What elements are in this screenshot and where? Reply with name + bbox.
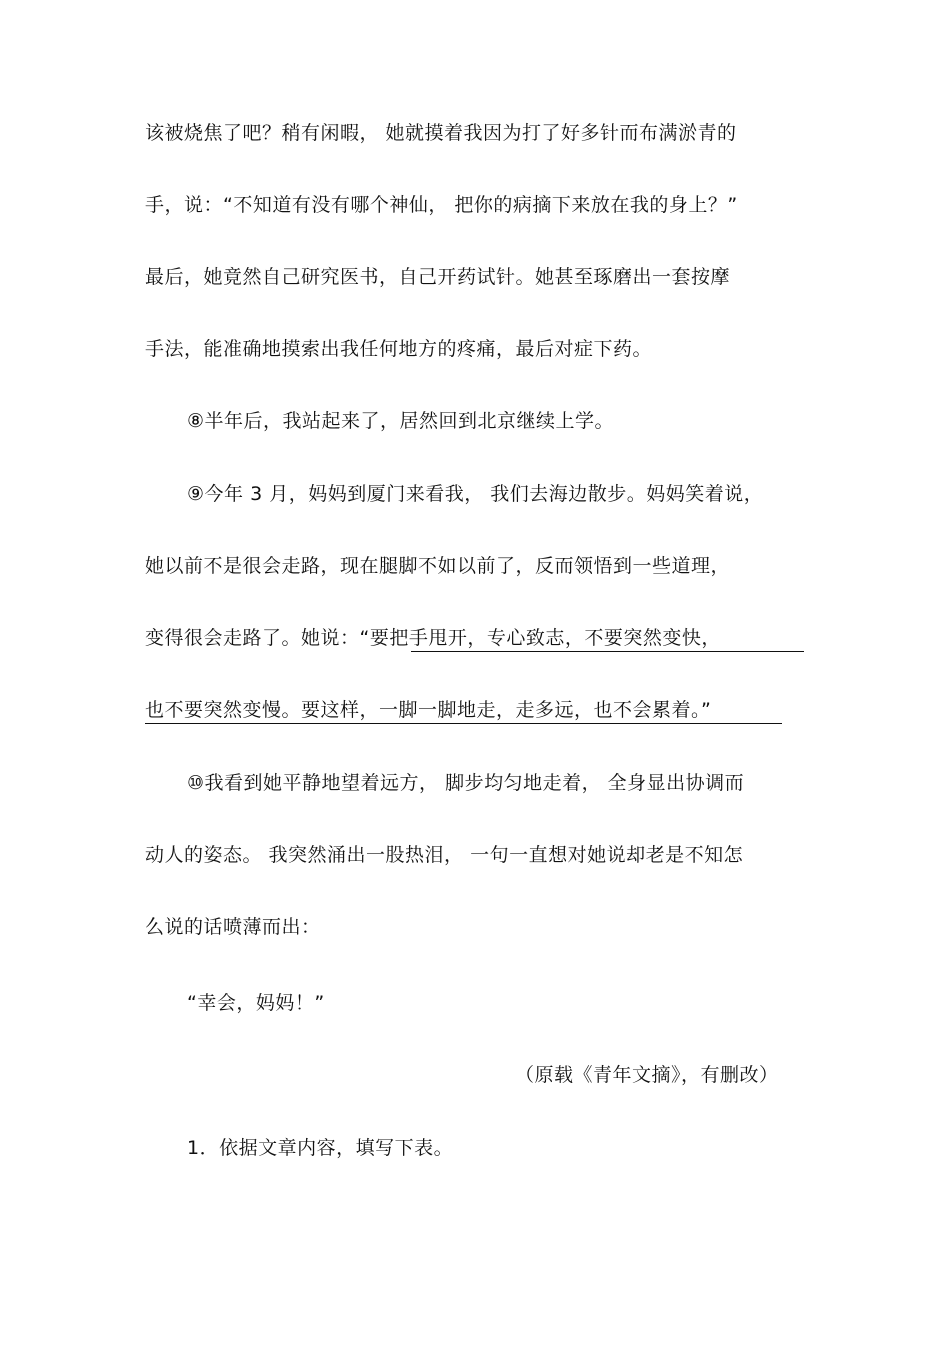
paragraph-10-line-3: 么说的话喷薄而出： (145, 916, 321, 938)
underline-rule-2 (145, 723, 782, 724)
paragraph-9-line-2: 她以前不是很会走路，现在腿脚不如以前了，反而领悟到一些道理， (145, 555, 731, 577)
paragraph-7-line-4: 手法，能准确地摸索出我任何地方的疼痛，最后对症下药。 (145, 338, 653, 360)
paragraph-10-line-2: 动人的姿态。 我突然涌出一股热泪， 一句一直想对她说却老是不知怎 (145, 844, 744, 866)
paragraph-7-line-3: 最后，她竟然自己研究医书，自己开药试针。她甚至琢磨出一套按摩 (145, 266, 731, 288)
closing-quote: “幸会，妈妈！” (187, 992, 325, 1014)
underlined-quote-part-1: 把手甩开，专心致志，不要突然变快， (389, 627, 721, 649)
paragraph-9-line-3-text: 变得很会走路了。她说：“要 (145, 627, 390, 649)
paragraph-8: ⑧半年后，我站起来了，居然回到北京继续上学。 (187, 410, 615, 432)
paragraph-7-line-1: 该被烧焦了吧？稍有闲暇， 她就摸着我因为打了好多针而布满淤青的 (145, 122, 737, 144)
paragraph-9-line-3 (145, 626, 721, 650)
paragraph-7-line-2: 手，说：“不知道有没有哪个神仙， 把你的病摘下来放在我的身上？” (145, 194, 738, 216)
question-1: 1．依据文章内容，填写下表。 (187, 1137, 454, 1159)
underline-rule-1 (411, 651, 804, 652)
paragraph-9-line-1: ⑨今年 3 月，妈妈到厦门来看我， 我们去海边散步。妈妈笑着说， (187, 483, 764, 505)
source-note: （原载《青年文摘》，有删改） (515, 1064, 779, 1086)
paragraph-10-line-1: ⑩我看到她平静地望着远方， 脚步均匀地走着， 全身显出协调而 (187, 772, 745, 794)
underlined-quote-part-2: 也不要突然变慢。要这样，一脚一脚地走，走多远，也不会累着。” (145, 699, 712, 721)
